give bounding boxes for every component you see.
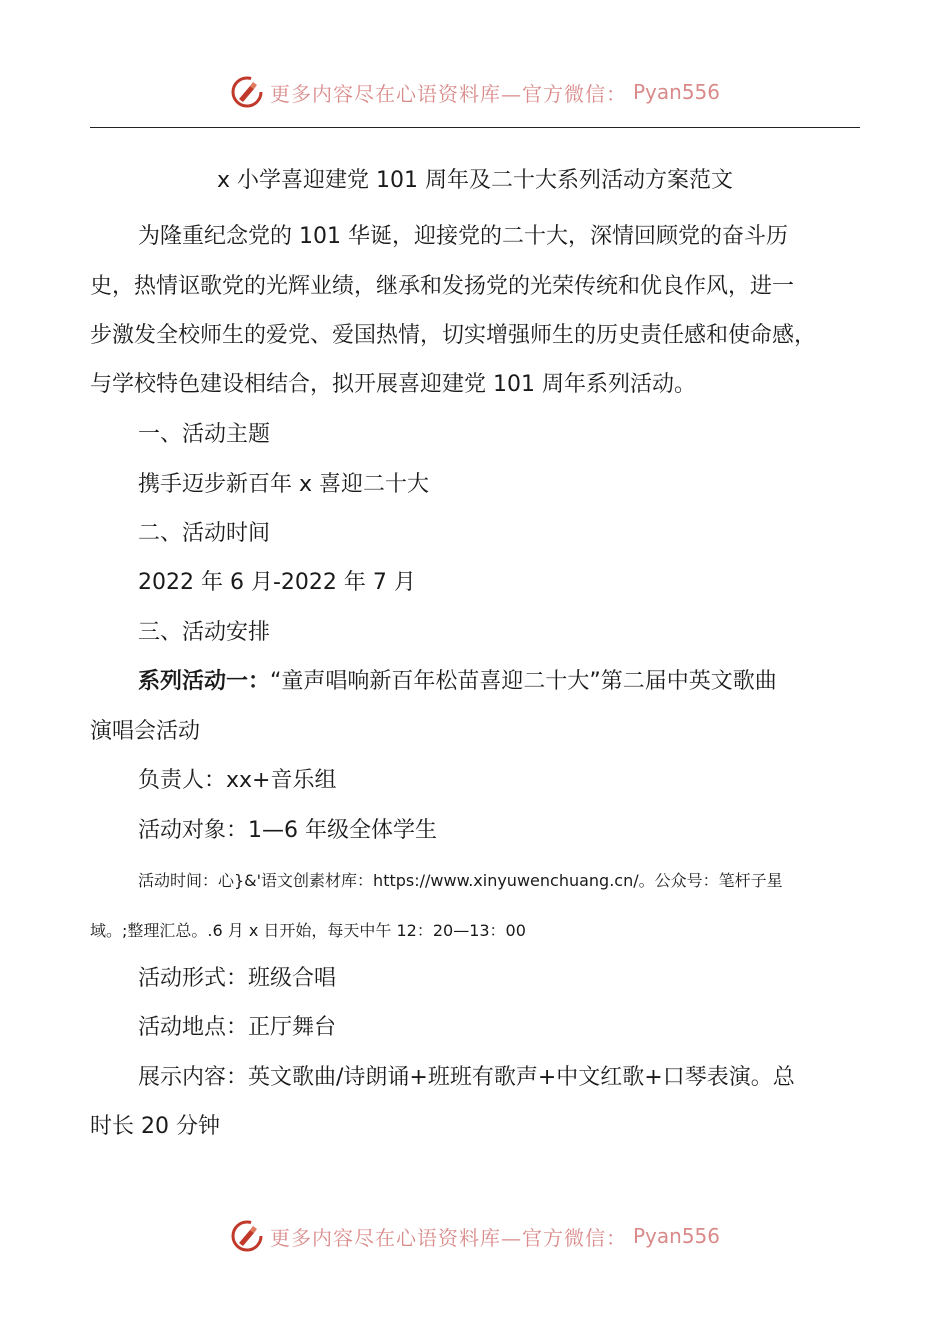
section1-heading: 一、活动主题 [138, 422, 271, 447]
time-line-2: 域。;整理汇总。.6 月 x 日开始，每天中午 12：20—13：00 [90, 921, 526, 940]
document-title: x 小学喜迎建党 101 周年及二十大系列活动方案范文 [217, 168, 733, 193]
section2-heading: 二、活动时间 [138, 521, 271, 546]
intro-line-1: 为隆重纪念党的 101 华诞，迎接党的二十大，深情回顾党的奋斗历 [138, 224, 788, 249]
time-line-1: 活动时间：心}&'语文创素材库：https://www.xinyuwenchuang.cn/。公众号：笔杆子星 [138, 871, 783, 890]
header-banner [0, 72, 950, 112]
footer-banner [0, 1216, 950, 1256]
activity1-line [138, 665, 777, 699]
content-line-1: 展示内容：英文歌曲/诗朗诵+班班有歌声+中文红歌+口琴表演。总 [138, 1065, 795, 1090]
target-line: 活动对象：1—6 年级全体学生 [138, 818, 437, 843]
content-line-2: 时长 20 分钟 [90, 1114, 220, 1139]
activity1-title: “童声唱响新百年松苗喜迎二十大”第二届中英文歌曲 [270, 669, 777, 694]
activity1-label: 系列活动一： [138, 669, 271, 694]
header-banner-text: 更多内容尽在心语资料库—官方微信： [269, 81, 627, 106]
logo-icon [230, 75, 264, 109]
footer-banner-text: 更多内容尽在心语资料库—官方微信： [269, 1225, 627, 1250]
logo-icon [230, 1219, 264, 1253]
header-divider [90, 127, 860, 128]
footer-banner-id: Pyan556 [632, 1224, 720, 1248]
form-line: 活动形式：班级合唱 [138, 966, 337, 991]
intro-line-2: 史，热情讴歌党的光辉业绩，继承和发扬党的光荣传统和优良作风，进一 [90, 274, 795, 299]
venue-line: 活动地点：正厅舞台 [138, 1015, 337, 1040]
header-banner-id: Pyan556 [632, 80, 720, 104]
intro-line-3: 步激发全校师生的爱党、爱国热情，切实增强师生的历史责任感和使命感， [90, 323, 817, 348]
section1-text: 携手迈步新百年 x 喜迎二十大 [138, 472, 430, 497]
section2-text: 2022 年 6 月-2022 年 7 月 [138, 570, 416, 595]
intro-line-4: 与学校特色建设相结合，拟开展喜迎建党 101 周年系列活动。 [90, 372, 696, 397]
activity1-title-cont: 演唱会活动 [90, 719, 201, 744]
section3-heading: 三、活动安排 [138, 620, 271, 645]
responsible-line: 负责人：xx+音乐组 [138, 768, 337, 793]
